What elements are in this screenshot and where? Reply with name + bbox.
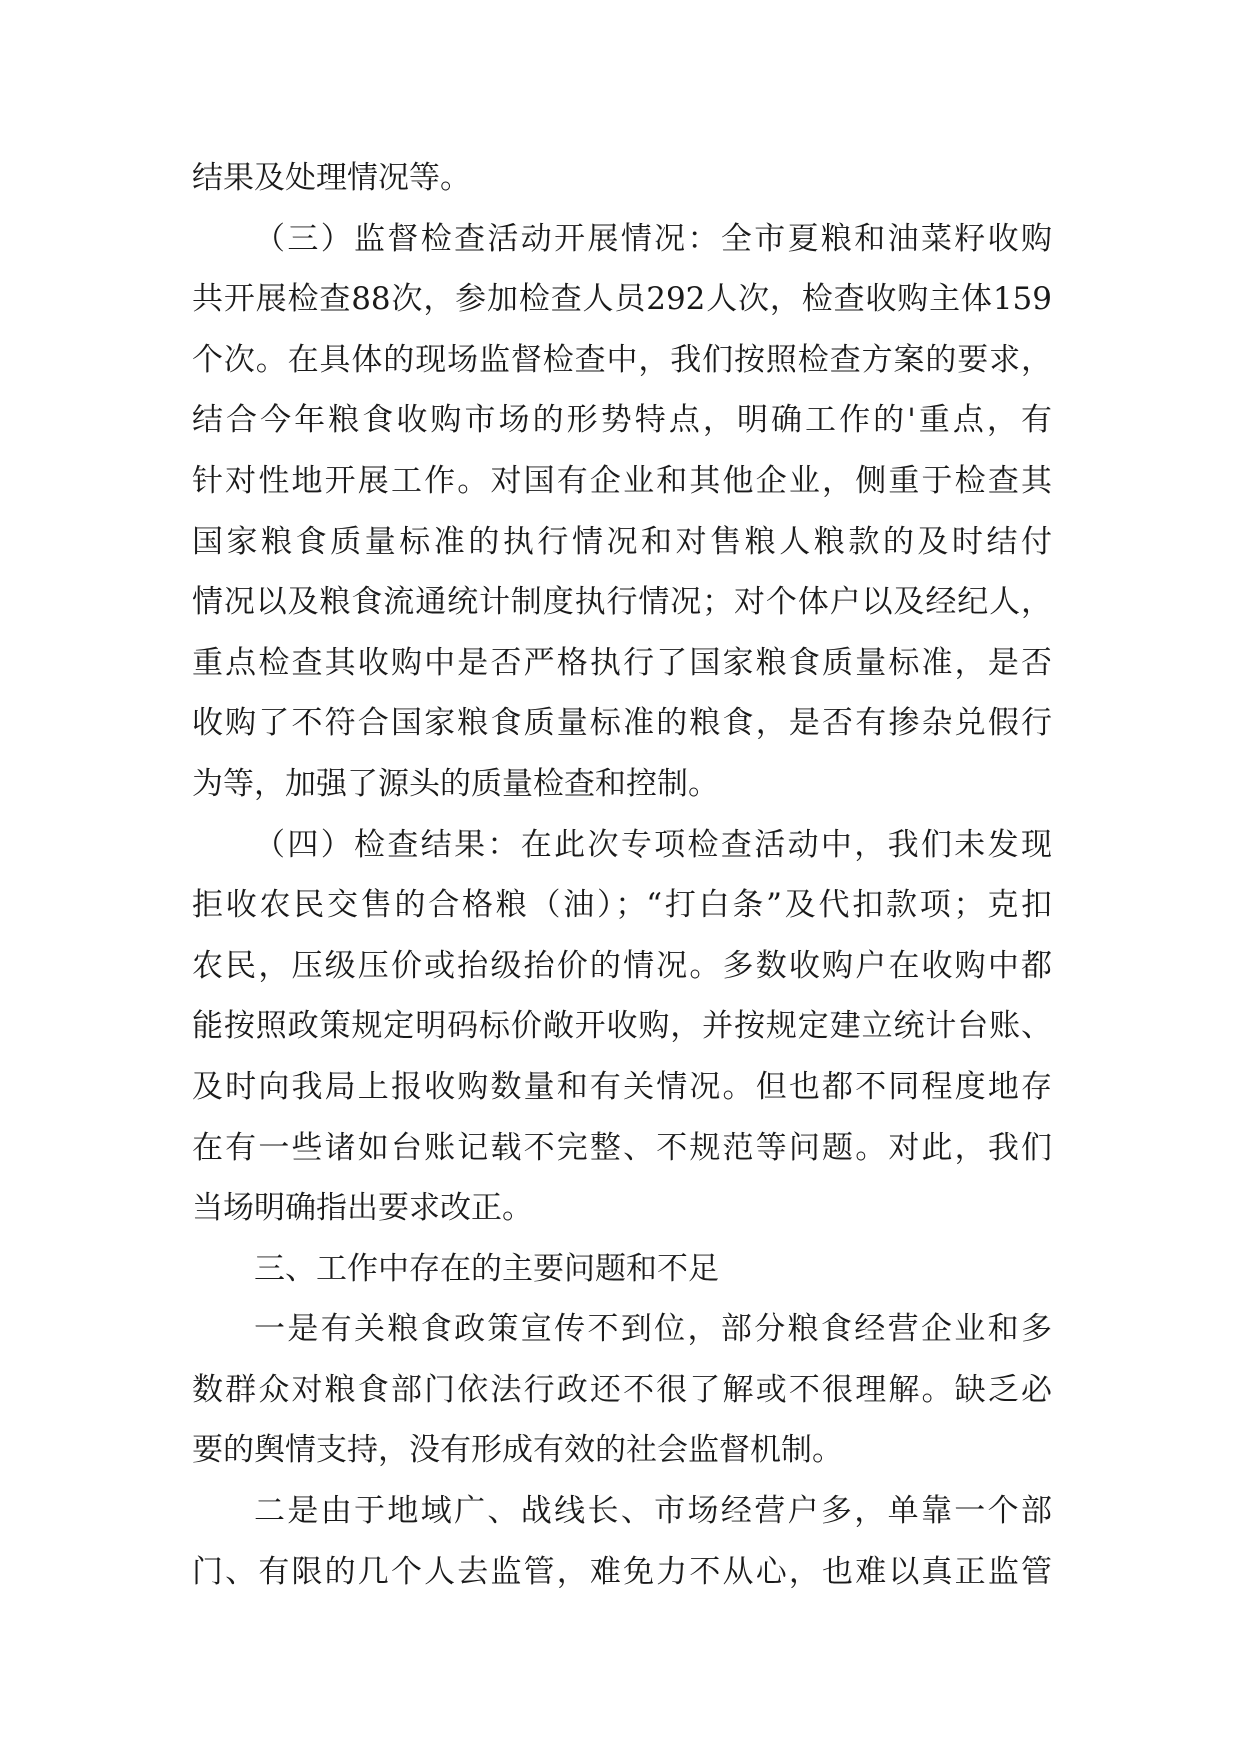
section-heading: 三、工作中存在的主要问题和不足: [254, 1250, 719, 1287]
text-line: 在有一些诸如台账记载不完整、不规范等问题。对此，我们: [192, 1129, 1052, 1166]
text-line: 数群众对粮食部门依法行政还不很了解或不很理解。缺乏必: [192, 1371, 1052, 1408]
text-line: （三）监督检查活动开展情况：全市夏粮和油菜籽收购: [254, 220, 1052, 257]
text-line: 个次。在具体的现场监督检查中，我们按照检查方案的要求，: [192, 341, 1052, 378]
text-line: （四）检查结果：在此次专项检查活动中，我们未发现: [254, 826, 1052, 863]
text-line: 为等，加强了源头的质量检查和控制。: [192, 765, 719, 802]
text-line: 二是由于地域广、战线长、市场经营户多，单靠一个部: [254, 1493, 1052, 1530]
text-line: 当场明确指出要求改正。: [192, 1190, 533, 1227]
text-line: 国家粮食质量标准的执行情况和对售粮人粮款的及时结付: [192, 523, 1052, 560]
text-line: 共开展检查88次，参加检查人员292人次，检查收购主体159: [192, 281, 1052, 318]
text-line: 结果及处理情况等。: [192, 160, 471, 196]
text-line: 农民，压级压价或抬级抬价的情况。多数收购户在收购中都: [192, 947, 1052, 984]
text-line: 门、有限的几个人去监管，难免力不从心，也难以真正监管: [192, 1553, 1052, 1590]
text-line: 拒收农民交售的合格粮（油）；“打白条”及代扣款项；克扣: [192, 887, 1052, 924]
text-line: 重点检查其收购中是否严格执行了国家粮食质量标准，是否: [192, 644, 1052, 681]
text-line: 一是有关粮食政策宣传不到位，部分粮食经营企业和多: [254, 1311, 1052, 1348]
text-line: 要的舆情支持，没有形成有效的社会监督机制。: [192, 1432, 843, 1469]
text-line: 收购了不符合国家粮食质量标准的粮食，是否有掺杂兑假行: [192, 705, 1052, 742]
document-body: [192, 148, 1052, 1602]
text-line: 及时向我局上报收购数量和有关情况。但也都不同程度地存: [192, 1068, 1052, 1105]
text-line: 针对性地开展工作。对国有企业和其他企业，侧重于检查其: [192, 462, 1052, 499]
text-line: 结合今年粮食收购市场的形势特点，明确工作的'重点，有: [192, 402, 1052, 439]
text-line: 情况以及粮食流通统计制度执行情况；对个体户以及经纪人，: [192, 584, 1052, 621]
text-line: 能按照政策规定明码标价敞开收购，并按规定建立统计台账、: [192, 1008, 1052, 1045]
